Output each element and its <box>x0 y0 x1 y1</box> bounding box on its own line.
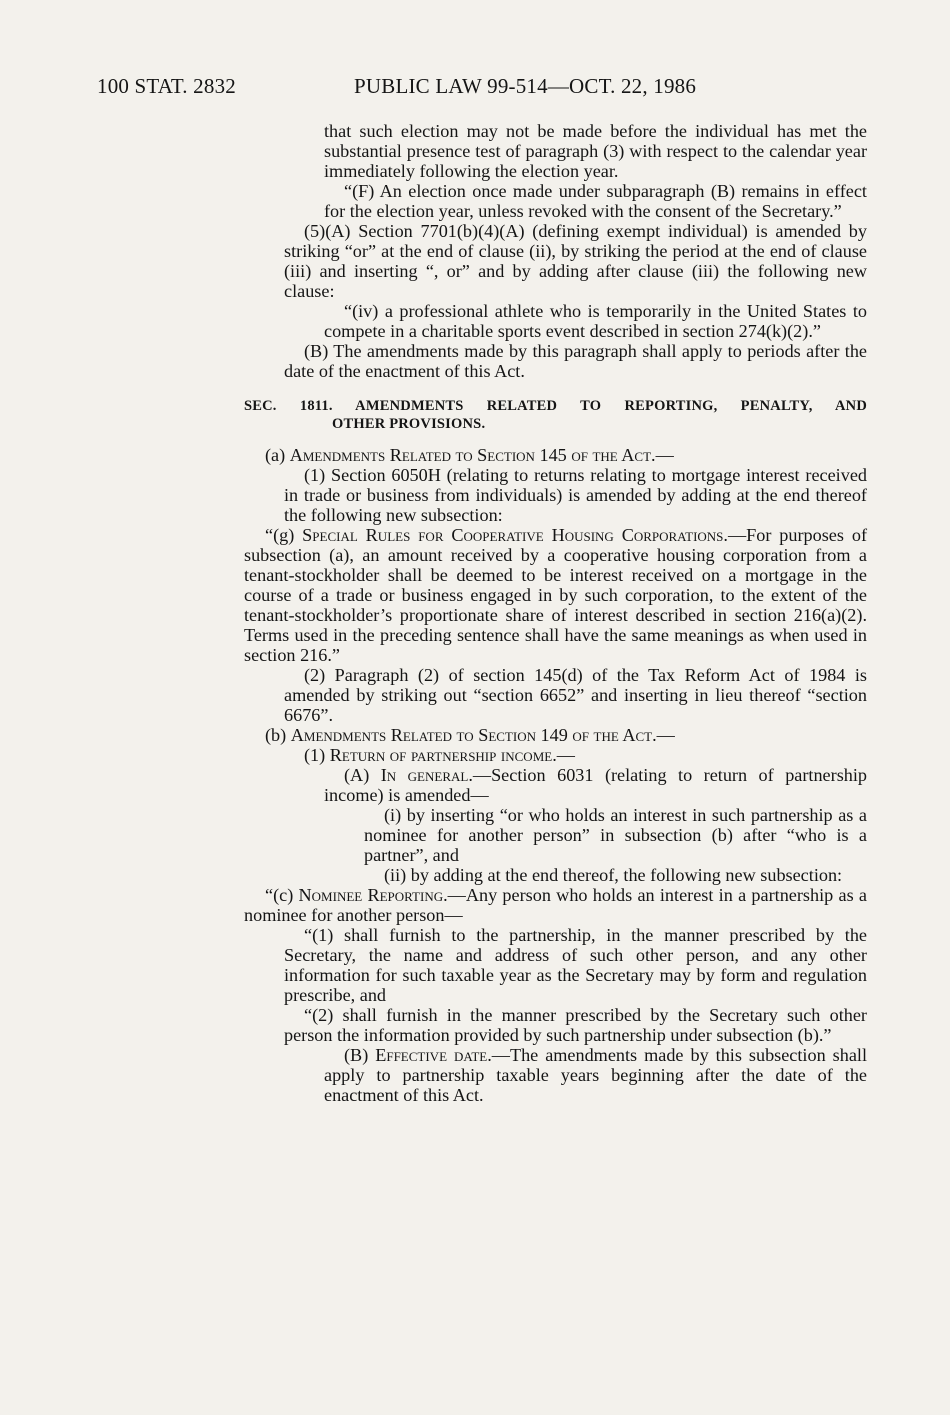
section-number: SEC. 1811. <box>244 398 333 414</box>
subsection-g-title: Special Rules for Cooperative Housing Corporations. <box>302 525 728 545</box>
page-header <box>0 74 950 100</box>
section-heading <box>244 397 867 433</box>
subsection-a-title: Amendments Related to Section 145 of the Act. <box>289 445 656 465</box>
public-law-title: PUBLIC LAW 99-514—OCT. 22, 1986 <box>354 74 697 98</box>
subsection-b-title: Amendments Related to Section 149 of the Act. <box>290 725 657 745</box>
subparagraph-a: (A) In general.—Section 6031 (relating to return of partnership income) is amended— <box>324 765 868 805</box>
statute-page-reference: 100 STAT. 2832 <box>97 74 236 98</box>
nominee-reporting-title: Nominee Reporting. <box>298 885 448 905</box>
section-title-line-2: OTHER PROVISIONS. <box>332 416 486 432</box>
election-condition-paragraph: that such election may not be made before the individual has met the substantial presence test of paragraph (3) with respect to the calendar year immediately following the election year. <box>324 121 867 181</box>
clause-i: (i) by inserting “or who holds an interest in such partnership as a nominee for another person” in subsection (b) after “who is a partner”, and <box>364 805 867 865</box>
nominee-paragraph-2: “(2) shall furnish in the manner prescribed by the Secretary such other person the information provided by such partnership under subsection (b).” <box>284 1005 867 1045</box>
in-general-title: In general. <box>380 765 473 785</box>
subparagraph-b: (B) Effective date.—The amendments made by this subsection shall apply to partnership taxable years beginning after the date of the enactment of this Act. <box>324 1045 868 1105</box>
return-of-partnership-income-title: Return of partnership income. <box>329 745 557 765</box>
section-title-line-1: AMENDMENTS RELATED TO REPORTING, PENALTY, AND <box>355 398 867 414</box>
paragraph-5a: (5)(A) Section 7701(b)(4)(A) (defining exempt individual) is amended by striking “or” at the end of clause (ii), by striking the period at the end of clause (iii) and inserting “, or” and by adding after clause (iii) the following new clause: <box>284 221 867 301</box>
clause-iv: “(iv) a professional athlete who is temporarily in the United States to compete in a charitable sports event described in section 274(k)(2).” <box>324 301 867 341</box>
new-subsection-g: “(g) Special Rules for Cooperative Housing Corporations.—For purposes of subsection (a), an amount received by a cooperative housing corporation from a tenant-stockholder shall be deemed to be interest received on a mortgage in the course of a trade or business engaged in by such corporation, to the extent of the tenant-stockholder’s proportionate share of interest described in section 216(a)(2). Terms used in the preceding sentence shall have the same meanings as when used in section 216.” <box>244 525 867 665</box>
document-body <box>244 121 867 1105</box>
new-subsection-c: “(c) Nominee Reporting.—Any person who holds an interest in a partnership as a nominee for another person— <box>244 885 867 925</box>
subsection-a-heading: (a) Amendments Related to Section 145 of the Act.— <box>265 445 674 465</box>
clause-ii: (ii) by adding at the end thereof, the following new subsection: <box>384 865 843 885</box>
nominee-paragraph-1: “(1) shall furnish to the partnership, in the manner prescribed by the Secretary, the name and address of such other person, and any other information for such taxable year as the Secretary may by form and regulation prescribe, and <box>284 925 867 1005</box>
paragraph-1-heading: (1) Return of partnership income.— <box>304 745 575 765</box>
subsection-b-heading: (b) Amendments Related to Section 149 of the Act.— <box>265 725 675 745</box>
subsection-a-paragraph-1: (1) Section 6050H (relating to returns relating to mortgage interest received in trade or business from individuals) is amended by adding at the end thereof the following new subsection: <box>284 465 867 525</box>
subparagraph-f: “(F) An election once made under subparagraph (B) remains in effect for the election year, unless revoked with the consent of the Secretary.” <box>324 181 867 221</box>
paragraph-5b: (B) The amendments made by this paragraph shall apply to periods after the date of the enactment of this Act. <box>284 341 867 381</box>
effective-date-title: Effective date. <box>375 1045 492 1065</box>
subsection-a-paragraph-2: (2) Paragraph (2) of section 145(d) of the Tax Reform Act of 1984 is amended by striking out “section 6652” and inserting in lieu thereof “section 6676”. <box>284 665 867 725</box>
